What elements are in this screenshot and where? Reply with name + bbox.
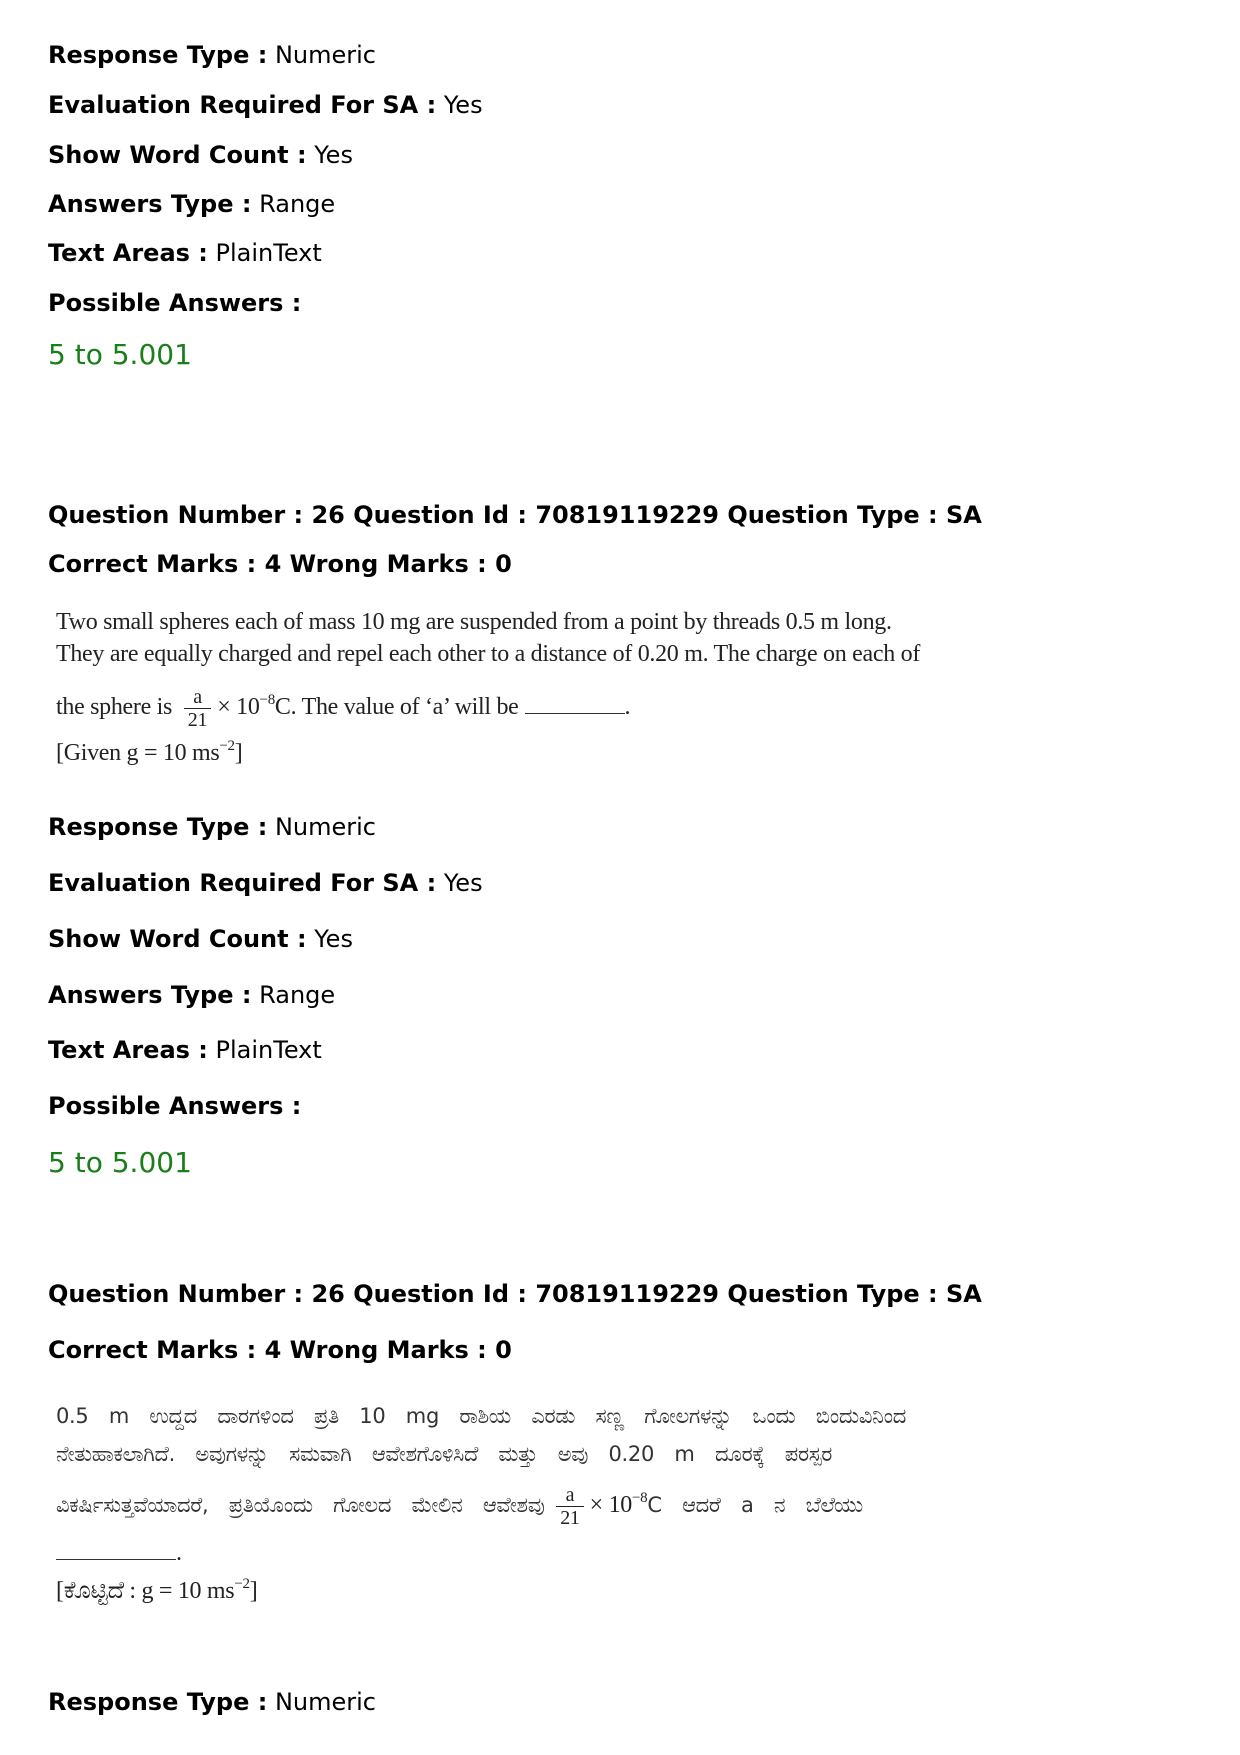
given-exponent: −2 <box>234 1576 250 1592</box>
question-marks <box>48 1335 512 1365</box>
text-areas-field <box>48 238 322 268</box>
show-word-count-field <box>48 924 353 954</box>
answer-blank <box>525 695 625 714</box>
question-line-formula: the sphere is $\frac{a}{21}$ × $10^{-8}C$. The value of ‘a’ will be . <box>56 686 631 731</box>
field-label: Text Areas : <box>48 239 208 267</box>
times-ten: × 10 <box>217 694 260 721</box>
text-areas-field <box>48 1035 322 1065</box>
possible-answers-field <box>48 1091 301 1121</box>
question-line-formula <box>56 1484 946 1529</box>
fraction-denominator: 21 <box>187 709 208 731</box>
field-label: Response Type : <box>48 1688 268 1716</box>
fraction-numerator: a <box>556 1484 583 1507</box>
question-body-english <box>56 606 946 769</box>
question-line: 0.5 m ಉದ್ದದ ದಾರಗಳಿಂದ ಪ್ರತಿ 10 mg ರಾಶಿಯ ಎರಡು ಸಣ್ಣ ಗೋಲಗಳನ್ನು ಒಂದು ಬಿಂದುವಿನಿಂದ <box>56 1404 907 1428</box>
possible-answer-value: 5 to 5.001 <box>48 338 192 371</box>
field-label: Answers Type : <box>48 190 252 218</box>
given-prefix: [ಕೊಟ್ಟಿದೆ : g = 10 ms <box>56 1578 235 1604</box>
question-header-text: Question Number : 26 Question Id : 70819119229 Question Type : SA <box>48 501 982 529</box>
given-line <box>56 737 946 769</box>
field-label: Show Word Count : <box>48 141 307 169</box>
fraction <box>184 686 211 731</box>
field-label: Answers Type : <box>48 981 252 1009</box>
field-value: Yes <box>314 925 353 953</box>
field-value: Range <box>259 981 336 1009</box>
field-value: Numeric <box>274 813 376 841</box>
given-suffix: ] <box>234 740 243 766</box>
field-label: Possible Answers : <box>48 289 302 317</box>
field-label: Text Areas : <box>48 1036 208 1064</box>
field-value: Range <box>259 190 336 218</box>
field-label: Show Word Count : <box>48 925 307 953</box>
fraction-numerator: a <box>184 686 211 709</box>
question-header-text: Question Number : 26 Question Id : 70819119229 Question Type : SA <box>48 1280 982 1308</box>
field-value: PlainText <box>215 239 322 267</box>
answers-type-field <box>48 189 335 219</box>
response-type-field <box>48 1687 376 1717</box>
question-marks <box>48 549 512 579</box>
question-line: Two small spheres each of mass 10 mg are suspended from a point by threads 0.5 m long. <box>56 609 892 635</box>
given-exponent: −2 <box>219 738 235 754</box>
times-ten: × 10 <box>589 1492 632 1519</box>
formula-prefix: the sphere is <box>56 694 173 721</box>
show-word-count-field <box>48 140 353 170</box>
formula-suffix: C ಆದರೆ a ನ ಬೆಲೆಯು <box>647 1493 863 1518</box>
evaluation-required-field <box>48 90 483 120</box>
question-body-kannada <box>56 1400 946 1607</box>
question-line: They are equally charged and repel each other to a distance of 0.20 m. The charge on each of <box>56 641 921 667</box>
question-marks-text: Correct Marks : 4 Wrong Marks : 0 <box>48 550 512 578</box>
field-value: Numeric <box>274 41 376 69</box>
exponent: −8 <box>259 692 275 709</box>
answers-type-field <box>48 980 335 1010</box>
field-label: Evaluation Required For SA : <box>48 91 437 119</box>
exponent: −8 <box>631 1490 648 1507</box>
field-value: Yes <box>443 869 483 897</box>
fraction <box>556 1484 583 1529</box>
question-line: ನೇತುಹಾಕಲಾಗಿದೆ. ಅವುಗಳನ್ನು ಸಮವಾಗಿ ಆವೇಶಗೊಳಿಸಿದೆ ಮತ್ತು ಅವು 0.20 m ದೂರಕ್ಕೆ ಪರಸ್ಪರ <box>56 1442 833 1466</box>
possible-answer-value: 5 to 5.001 <box>48 1146 192 1179</box>
field-label: Possible Answers : <box>48 1092 302 1120</box>
question-header <box>48 500 982 530</box>
response-type-field <box>48 812 376 842</box>
fraction-denominator: 21 <box>560 1507 580 1529</box>
question-header <box>48 1279 982 1309</box>
field-label: Response Type : <box>48 41 268 69</box>
formula-prefix: ವಿಕರ್ಷಿಸುತ್ತವೆಯಾದರೆ, ಪ್ರತಿಯೊಂದು ಗೋಲದ ಮೇಲಿನ ಆವೇಶವು <box>56 1493 545 1518</box>
evaluation-required-field <box>48 868 483 898</box>
field-value: Yes <box>314 141 353 169</box>
formula-suffix: C. The value of ‘a’ will be <box>274 694 519 721</box>
given-suffix: ] <box>249 1578 258 1604</box>
field-value: Numeric <box>274 1688 376 1716</box>
field-label: Response Type : <box>48 813 268 841</box>
question-marks-text: Correct Marks : 4 Wrong Marks : 0 <box>48 1336 512 1364</box>
given-line <box>56 1575 946 1607</box>
given-prefix: [Given g = 10 ms <box>56 740 220 766</box>
response-type-field <box>48 40 376 70</box>
possible-answers-field <box>48 288 301 318</box>
answer-blank <box>56 1541 176 1560</box>
field-value: Yes <box>443 91 483 119</box>
answer-blank-line: . <box>56 1537 946 1569</box>
field-value: PlainText <box>215 1036 322 1064</box>
field-label: Evaluation Required For SA : <box>48 869 437 897</box>
